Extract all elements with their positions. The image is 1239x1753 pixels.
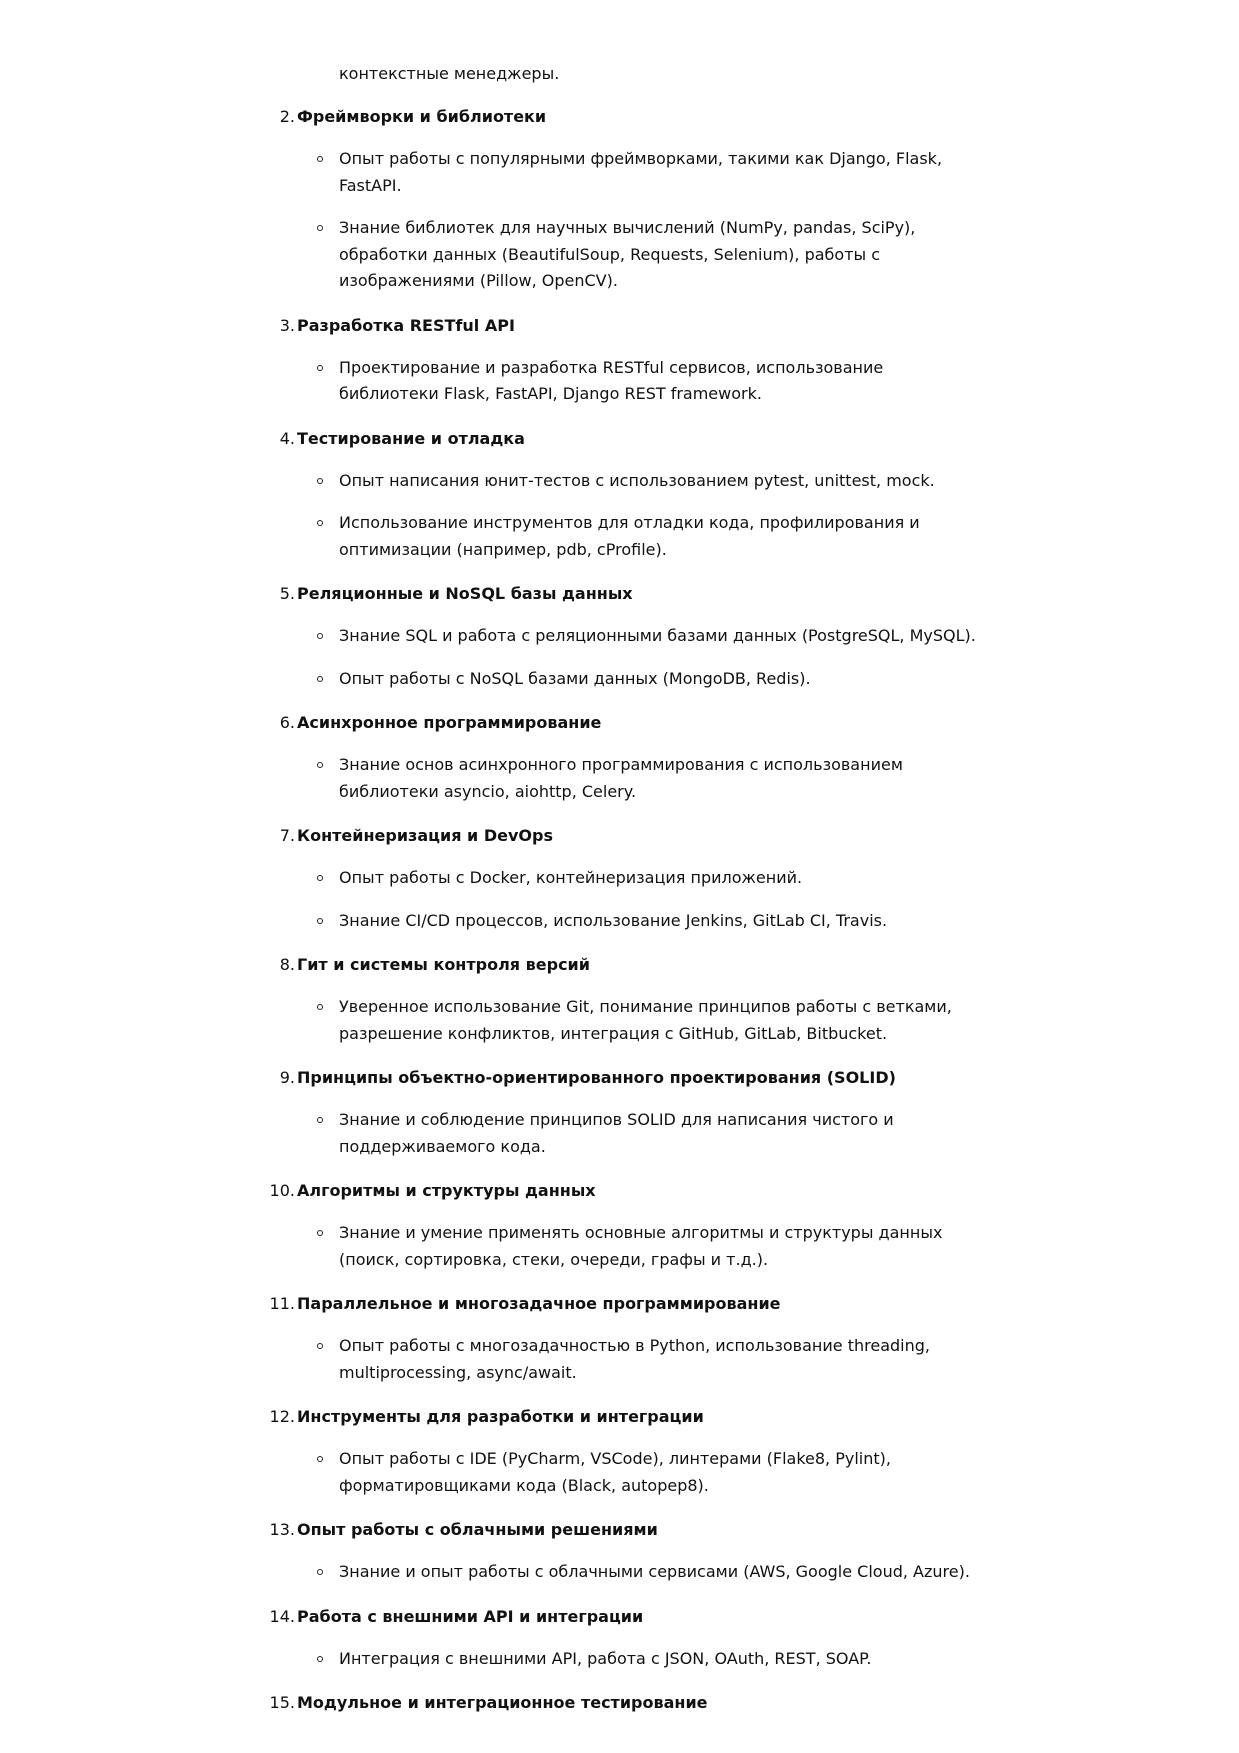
list-item [0,951,1239,1047]
bullet-text: Уверенное использование Git, понимание принципов работы с ветками, разрешение конфликтов, интеграция с GitHub, GitLab, Bitbucket. [339,997,952,1043]
bullet-item [0,510,979,563]
bullet-list [0,468,1239,564]
item-number: 6. [279,713,295,732]
list-item [0,312,1239,408]
bullet-circle-icon [317,1456,323,1462]
item-title: Алгоритмы и структуры данных [297,1181,596,1200]
bullet-item [0,752,979,805]
item-heading [0,103,1239,130]
bullet-list [0,146,1239,295]
item-heading [0,1603,1239,1630]
bullet-text: Знание SQL и работа с реляционными базами данных (PostgreSQL, MySQL). [339,626,976,645]
bullet-item [0,994,979,1047]
item-title: Разработка RESTful API [297,315,515,335]
bullet-circle-icon [317,156,323,162]
bullet-item [0,355,979,408]
item-heading [0,425,1239,452]
bullet-list [0,1646,1239,1673]
item-number: 10. [269,1181,295,1200]
list-item [0,1516,1239,1586]
bullet-item [0,666,979,693]
bullet-circle-icon [317,633,323,639]
bullet-text: Использование инструментов для отладки кода, профилирования и оптимизации (например, pdb, cProfile). [339,513,920,559]
list-item [0,1290,1239,1386]
item-number: 5. [279,584,295,603]
continuation-text: контекстные менеджеры. [339,64,560,83]
bullet-item [0,1333,979,1386]
bullet-list [0,355,1239,408]
list-item [0,425,1239,564]
bullet-text: Проектирование и разработка RESTful сервисов, использование библиотеки Flask, FastAPI, Django REST framework. [339,357,884,403]
item-title: Параллельное и многозадачное программирование [297,1294,781,1313]
item-title: Работа с внешними API и интеграции [297,1606,644,1626]
bullet-text: Знание основ асинхронного программирования с использованием библиотеки asyncio, aiohttp, Celery. [339,755,903,801]
bullet-circle-icon [317,1343,323,1349]
bullet-circle-icon [317,1656,323,1662]
bullet-text: Знание и соблюдение принципов SOLID для написания чистого и поддерживаемого кода. [339,1110,894,1156]
bullet-circle-icon [317,1004,323,1010]
bullet-item [0,1107,979,1160]
bullet-list [0,1446,1239,1499]
list-item [0,822,1239,934]
item-number: 13. [269,1520,295,1539]
bullet-item [0,146,979,199]
bullet-text: Опыт работы с Docker, контейнеризация приложений. [339,868,803,887]
bullet-list [0,1333,1239,1386]
item-heading [0,709,1239,736]
item-heading [0,1516,1239,1543]
item-heading [0,1403,1239,1430]
skills-list [0,103,1239,1716]
bullet-item [0,623,979,650]
list-item [0,1689,1239,1716]
bullet-item [0,1646,979,1673]
item-title: Опыт работы с облачными решениями [297,1520,658,1539]
bullet-text: Знание и опыт работы с облачными сервисами (AWS, Google Cloud, Azure). [339,1562,970,1581]
bullet-list [0,752,1239,805]
bullet-list [0,994,1239,1047]
item-number: 9. [279,1068,295,1087]
bullet-text: Опыт написания юнит-тестов с использованием pytest, unittest, mock. [339,470,935,490]
bullet-list [0,1220,1239,1273]
item-title: Тестирование и отладка [297,428,525,448]
bullet-circle-icon [317,520,323,526]
bullet-text: Знание библиотек для научных вычислений (NumPy, pandas, SciPy), обработки данных (BeautifulSoup, Requests, Selenium), работы с изображениями (Pillow, OpenCV). [339,218,916,290]
item-number: 3. [279,315,295,335]
bullet-list [0,865,1239,934]
item-number: 15. [269,1693,295,1712]
item-title: Гит и системы контроля версий [297,955,590,974]
item-heading [0,951,1239,978]
bullet-item [0,1446,979,1499]
bullet-item [0,1559,979,1586]
item-number: 2. [279,107,295,126]
bullet-text: Интеграция с внешними API, работа с JSON, OAuth, REST, SOAP. [339,1648,872,1668]
bullet-item [0,215,979,295]
item-number: 12. [269,1407,295,1426]
bullet-circle-icon [317,875,323,881]
bullet-circle-icon [317,1117,323,1123]
item-number: 11. [269,1294,295,1313]
item-heading [0,1177,1239,1204]
list-item [0,709,1239,805]
bullet-text: Знание CI/CD процессов, использование Jenkins, GitLab CI, Travis. [339,910,888,930]
list-item [0,1403,1239,1499]
bullet-circle-icon [317,918,323,924]
bullet-text: Знание и умение применять основные алгоритмы и структуры данных (поиск, сортировка, стеки, очереди, графы и т.д.). [339,1223,943,1269]
list-item [0,1603,1239,1673]
item-title: Инструменты для разработки и интеграции [297,1407,704,1426]
bullet-circle-icon [317,1569,323,1575]
item-title: Реляционные и NoSQL базы данных [297,584,633,603]
bullet-text: Опыт работы с многозадачностью в Python, использование threading, multiprocessing, async/await. [339,1336,930,1382]
item-number: 14. [269,1606,295,1626]
bullet-item [0,468,979,495]
bullet-circle-icon [317,762,323,768]
item-number: 7. [279,826,295,845]
item-title: Модульное и интеграционное тестирование [297,1693,708,1712]
list-item [0,103,1239,295]
bullet-circle-icon [317,225,323,231]
bullet-item [0,908,979,935]
item-title: Контейнеризация и DevOps [297,826,553,845]
bullet-text: Опыт работы с NoSQL базами данных (MongoDB, Redis). [339,668,811,688]
bullet-list [0,623,1239,692]
item-heading [0,580,1239,607]
item-heading [0,312,1239,339]
bullet-list [0,1107,1239,1160]
item-number: 8. [279,955,295,974]
item-number: 4. [279,428,295,448]
bullet-circle-icon [317,1230,323,1236]
item-heading [0,822,1239,849]
bullet-circle-icon [317,676,323,682]
bullet-item [0,865,979,892]
item-heading [0,1064,1239,1091]
list-item [0,1177,1239,1273]
item-title: Фреймворки и библиотеки [297,107,547,126]
list-item [0,1064,1239,1160]
bullet-list [0,1559,1239,1586]
bullet-text: Опыт работы с популярными фреймворками, такими как Django, Flask, FastAPI. [339,149,943,195]
list-item [0,580,1239,692]
bullet-item [0,1220,979,1273]
item-heading [0,1689,1239,1716]
item-title: Принципы объектно-ориентированного проектирования (SOLID) [297,1068,896,1087]
bullet-circle-icon [317,365,323,371]
item-title: Асинхронное программирование [297,713,602,732]
bullet-circle-icon [317,478,323,484]
bullet-text: Опыт работы с IDE (PyCharm, VSCode), линтерами (Flake8, Pylint), форматировщиками кода (Black, autopep8). [339,1449,891,1495]
item-heading [0,1290,1239,1317]
